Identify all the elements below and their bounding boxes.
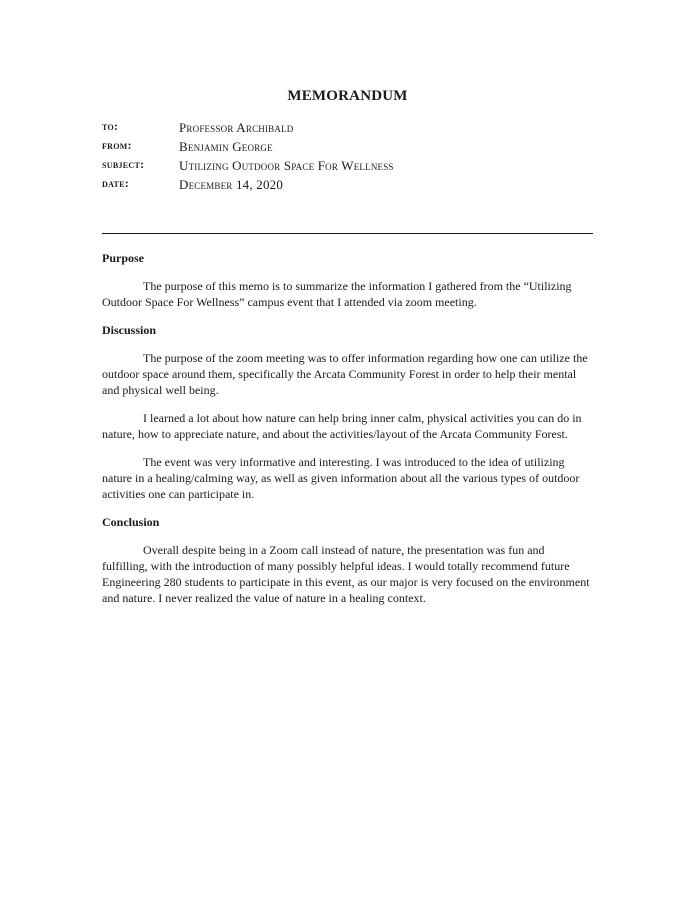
memo-header xyxy=(102,118,602,194)
header-label-to: to: xyxy=(102,121,119,133)
header-row-subject xyxy=(102,156,602,175)
header-label-subject: subject: xyxy=(102,159,145,171)
section-heading: Purpose xyxy=(102,251,144,265)
section-heading: Discussion xyxy=(102,323,157,337)
paragraph: Overall despite being in a Zoom call instead of nature, the presentation was fun and fulfilling, with the introduction of many possibly helpful ideas. I would totally recommend future Engineering 280 students to participate in this event, as our major is very focused on the environment and nature. I never realized the value of nature in a healing context. xyxy=(102,543,590,605)
header-row-to xyxy=(102,118,602,137)
paragraph: The purpose of the zoom meeting was to offer information regarding how one can utilize the outdoor space around them, specifically the Arcata Community Forest in order to help their mental and physical well being. xyxy=(102,351,588,397)
header-label-date: date: xyxy=(102,178,129,190)
section-purpose xyxy=(102,250,593,310)
header-row-date xyxy=(102,175,602,194)
memo-title: MEMORANDUM xyxy=(287,88,408,104)
header-label-from: from: xyxy=(102,140,132,152)
paragraph: The event was very informative and interesting. I was introduced to the idea of utilizing nature in a healing/calming way, as well as given information about all the various types of outdoor activities one can participate in. xyxy=(102,455,580,501)
section-conclusion xyxy=(102,514,593,606)
header-value-from: Benjamin George xyxy=(179,139,273,154)
paragraph: I learned a lot about how nature can help bring inner calm, physical activities you can do in nature, how to appreciate nature, and about the activities/layout of the Arcata Community Forest. xyxy=(102,411,582,441)
section-discussion xyxy=(102,322,593,502)
header-value-subject: Utilizing Outdoor Space For Wellness xyxy=(179,158,394,173)
memo-body xyxy=(102,250,593,618)
header-value-to: Professor Archibald xyxy=(179,120,294,135)
section-heading: Conclusion xyxy=(102,515,160,529)
header-divider xyxy=(102,233,593,234)
header-value-date: December 14, 2020 xyxy=(179,177,284,192)
paragraph: The purpose of this memo is to summarize the information I gathered from the “Utilizing Outdoor Space For Wellness” campus event that I attended via zoom meeting. xyxy=(102,279,572,309)
header-row-from xyxy=(102,137,602,156)
